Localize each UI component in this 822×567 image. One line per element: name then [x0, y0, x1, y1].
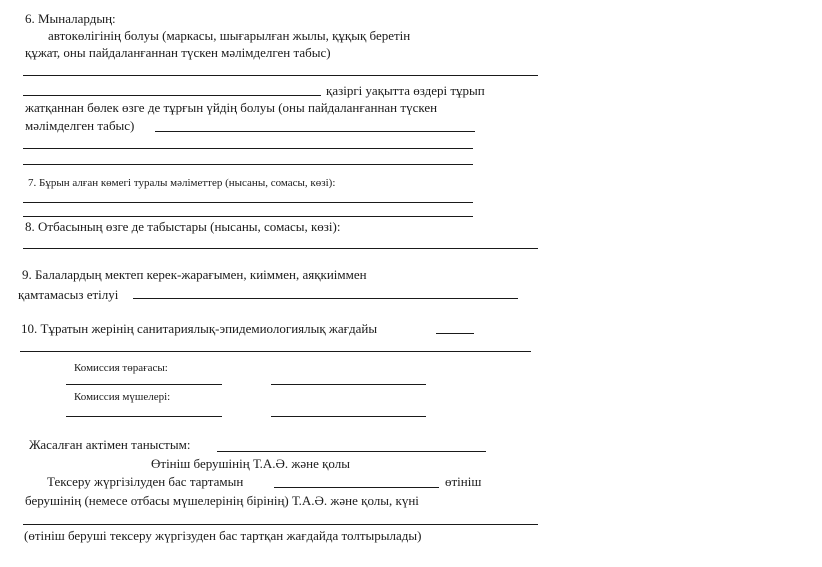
acknowledgement-line-3b: өтініш	[445, 474, 482, 489]
fill-line[interactable]	[23, 248, 538, 249]
section-6-line-2: құжат, оны пайдаланғаннан түскен мәлімделген табыс)	[25, 45, 331, 60]
fill-line[interactable]	[133, 298, 518, 299]
fill-line[interactable]	[436, 333, 474, 334]
section-6-line-3: қазіргі уақытта өздері тұрып	[326, 83, 485, 98]
signature-line[interactable]	[66, 416, 222, 417]
fill-line[interactable]	[274, 487, 439, 488]
section-6-line-1: автокөлігінің болуы (маркасы, шығарылған жылы, құқық беретін	[48, 28, 411, 43]
section-6-line-5: мәлімделген табыс)	[25, 118, 135, 133]
fill-line[interactable]	[217, 451, 486, 452]
acknowledgement-line-3a: Тексеру жүргізілуден бас тартамын	[47, 474, 244, 489]
section-6-line-4: жатқаннан бөлек өзге де тұрғын үйдің болуы (оны пайдаланғаннан түскен	[25, 100, 438, 115]
fill-line[interactable]	[23, 202, 473, 203]
section-10-line-1: 10. Тұратын жерінің санитариялық-эпидемиологиялық жағдайы	[21, 321, 378, 336]
fill-line[interactable]	[23, 148, 473, 149]
fill-line[interactable]	[23, 164, 473, 165]
fill-line[interactable]	[23, 216, 473, 217]
section-9-line-2: қамтамасыз етілуі	[18, 287, 119, 302]
commission-members-label: Комиссия мүшелері:	[74, 391, 171, 403]
section-6-heading: 6. Мыналардың:	[25, 11, 116, 26]
section-9-line-1: 9. Балалардың мектеп керек-жарағымен, киіммен, аяқкиіммен	[22, 267, 367, 282]
fill-line[interactable]	[23, 75, 538, 76]
section-8-heading: 8. Отбасының өзге де табыстары (нысаны, сомасы, көзі):	[25, 219, 341, 234]
acknowledgement-line-4: берушінің (немесе отбасы мүшелерінің бірінің) Т.А.Ә. және қолы, күні	[25, 493, 419, 508]
fill-line[interactable]	[155, 131, 475, 132]
fill-line[interactable]	[20, 351, 531, 352]
signature-line[interactable]	[66, 384, 222, 385]
acknowledgement-line-5: (өтініш беруші тексеру жүргізуден бас тартқан жағдайда толтырылады)	[24, 528, 422, 543]
name-line[interactable]	[271, 416, 426, 417]
acknowledgement-line-2: Өтініш берушінің Т.А.Ә. және қолы	[151, 456, 350, 471]
section-7-heading: 7. Бұрын алған көмегі туралы мәліметтер (нысаны, сомасы, көзі):	[28, 177, 336, 189]
acknowledgement-line-1: Жасалған актімен таныстым:	[29, 437, 191, 452]
commission-chair-label: Комиссия төрағасы:	[74, 362, 168, 374]
name-line[interactable]	[271, 384, 426, 385]
fill-line[interactable]	[23, 524, 538, 525]
fill-line[interactable]	[23, 95, 321, 96]
